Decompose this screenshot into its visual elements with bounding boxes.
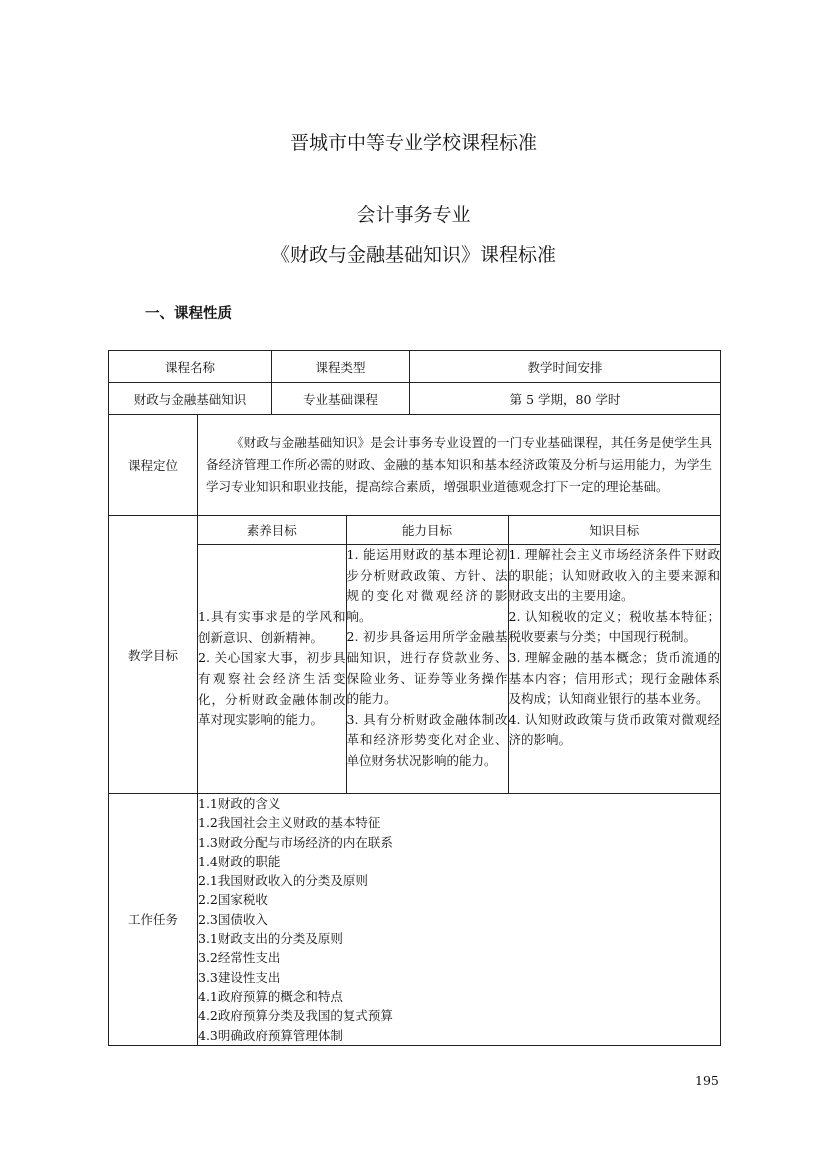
goals-cell bbox=[198, 516, 721, 794]
ability-item: 1. 能运用财政的基本理论初步分析财政政策、方针、法规的变化对微观经济的影响。 bbox=[346, 547, 508, 624]
header-schedule: 教学时间安排 bbox=[410, 351, 721, 383]
positioning-row bbox=[109, 415, 721, 516]
knowledge-goals bbox=[508, 545, 720, 794]
ability-item: 3. 具有分析财政金融体制改革和经济形势变化对企业、单位财务状况影响的能力。 bbox=[346, 711, 508, 768]
tasks-row bbox=[109, 794, 721, 1046]
course-title: 《财政与金融基础知识》课程标准 bbox=[270, 244, 556, 266]
knowledge-item: 4. 认知财政政策与货币政策对微观经济的影响。 bbox=[508, 711, 721, 748]
goals-header-row bbox=[198, 516, 720, 545]
goal-col-literacy: 素养目标 bbox=[198, 516, 346, 545]
task-item: 1.2我国社会主义财政的基本特征 bbox=[198, 815, 381, 831]
tasks-label: 工作任务 bbox=[109, 794, 198, 1046]
knowledge-item: 2. 认知税收的定义；税收基本特征；税收要素与分类；中国现行税制。 bbox=[508, 608, 721, 645]
section-heading: 一、课程性质 bbox=[145, 306, 232, 322]
goals-label: 教学目标 bbox=[109, 516, 198, 794]
literacy-item: 2. 关心国家大事，初步具有观察社会经济生活变化，分析财政金融体制改革对现实影响的能力。 bbox=[198, 650, 346, 728]
task-item: 4.2政府预算分类及我国的复式预算 bbox=[198, 1008, 393, 1024]
task-item: 2.1我国财政收入的分类及原则 bbox=[198, 873, 368, 889]
task-item: 1.3财政分配与市场经济的内在联系 bbox=[198, 834, 393, 850]
task-item: 4.1政府预算的概念和特点 bbox=[198, 988, 343, 1004]
tasks-list bbox=[198, 794, 721, 1046]
goal-col-knowledge: 知识目标 bbox=[508, 516, 720, 545]
goal-col-ability: 能力目标 bbox=[346, 516, 508, 545]
task-item: 2.2国家税收 bbox=[198, 892, 268, 908]
task-item: 1.4财政的职能 bbox=[198, 853, 281, 869]
literacy-goals bbox=[198, 545, 346, 794]
literacy-item: 1.具有实事求是的学风和创新意识、创新精神。 bbox=[198, 609, 346, 645]
ability-item: 2. 初步具备运用所学金融基础知识，进行存贷款业务、保险业务、证券等业务操作的能力。 bbox=[346, 629, 508, 707]
task-item: 3.1财政支出的分类及原则 bbox=[198, 931, 343, 947]
course-type-value: 专业基础课程 bbox=[272, 383, 410, 415]
ability-goals bbox=[346, 545, 508, 794]
major-title: 会计事务专业 bbox=[356, 204, 471, 226]
positioning-cell bbox=[198, 415, 721, 516]
task-item: 3.3建设性支出 bbox=[198, 969, 281, 985]
header-course-name: 课程名称 bbox=[109, 351, 272, 383]
goals-row bbox=[109, 516, 721, 794]
goals-inner-table bbox=[198, 516, 720, 793]
table-header-row bbox=[109, 351, 721, 383]
schedule-value: 第 5 学期，80 学时 bbox=[410, 383, 721, 415]
knowledge-item: 3. 理解金融的基本概念；货币流通的基本内容；信用形式；现行金融体系及构成；认知商业银行的基本业务。 bbox=[508, 649, 721, 707]
course-standard-table bbox=[108, 350, 721, 1046]
task-item: 2.3国债收入 bbox=[198, 911, 268, 927]
table-info-row bbox=[109, 383, 721, 415]
goals-content-row bbox=[198, 545, 720, 794]
positioning-text: 《财政与金融基础知识》是会计事务专业设置的一门专业基础课程，其任务是使学生具备经济管理工作所必需的财政、金融的基本知识和基本经济政策及分析与运用能力，为学生学习专业知识和职业技能，提高综合素质，增强职业道德观念打下一定的理论基础。 bbox=[206, 435, 713, 494]
header-course-type: 课程类型 bbox=[272, 351, 410, 383]
page-number: 195 bbox=[695, 1073, 719, 1088]
task-item: 3.2经常性支出 bbox=[198, 950, 281, 966]
course-name-value: 财政与金融基础知识 bbox=[109, 383, 272, 415]
task-item: 4.3明确政府预算管理体制 bbox=[198, 1027, 343, 1043]
knowledge-item: 1. 理解社会主义市场经济条件下财政的职能；认知财政收入的主要来源和财政支出的主要用途。 bbox=[508, 547, 721, 604]
school-title: 晋城市中等专业学校课程标准 bbox=[289, 132, 537, 154]
positioning-label: 课程定位 bbox=[109, 415, 198, 516]
task-item: 1.1财政的含义 bbox=[198, 796, 281, 811]
